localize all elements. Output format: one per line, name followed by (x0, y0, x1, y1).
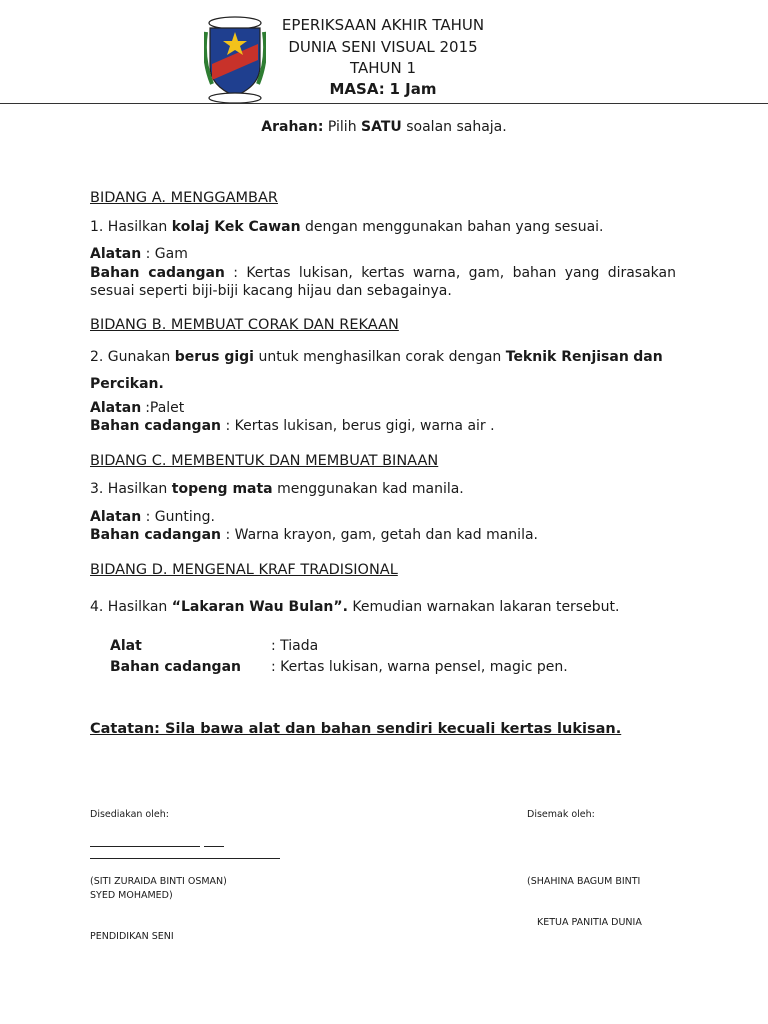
masa-label: MASA: (329, 80, 385, 98)
section-c-alatan (90, 508, 215, 526)
b-bahan-value: : Kertas lukisan, berus gigi, warna air . (225, 418, 495, 434)
checked-name-line1: (SHAHINA BAGUM BINTI (527, 876, 641, 887)
prepared-name-line2: SYED MOHAMED) (90, 890, 173, 901)
c-alatan-label: Alatan (90, 509, 142, 525)
masa-value: 1 Jam (389, 80, 437, 98)
section-d-question (90, 598, 619, 616)
prepared-name-line1: (SITI ZURAIDA BINTI OSMAN) (90, 876, 227, 887)
section-c-title: BIDANG C. MEMBENTUK DAN MEMBUAT BINAAN (90, 453, 439, 469)
q4-bold: “Lakaran Wau Bulan”. (171, 599, 348, 615)
section-c-bahan (90, 526, 538, 544)
d-bahan-label: Bahan cadangan (110, 659, 241, 675)
d-alat-label: Alat (110, 638, 142, 654)
d-bahan-value: : Kertas lukisan, warna pensel, magic pen. (271, 659, 568, 675)
q1-pre: 1. Hasilkan (90, 219, 168, 235)
q4-post: Kemudian warnakan lakaran tersebut. (352, 599, 620, 615)
section-b-question (90, 344, 690, 398)
checked-title: KETUA PANITIA DUNIA (537, 917, 642, 928)
header-line2: DUNIA SENI VISUAL 2015 (288, 38, 478, 56)
a-alatan-label: Alatan (90, 246, 142, 262)
q2-bold1: berus gigi (174, 349, 254, 365)
signature-line-1b (204, 846, 224, 847)
b-alatan-value: :Palet (145, 400, 185, 416)
instruction-text-b: soalan sahaja. (406, 119, 507, 135)
header-line1: EPERIKSAAN AKHIR TAHUN (281, 16, 485, 34)
signature-line-1a (90, 846, 200, 847)
section-a-alatan (90, 245, 676, 263)
c-alatan-value: : Gunting. (145, 509, 215, 525)
checked-title-line2: PENDIDIKAN SENI (90, 931, 174, 942)
note: Catatan: Sila bawa alat dan bahan sendiri kecuali kertas lukisan. (90, 721, 622, 737)
section-b-bahan (90, 417, 495, 435)
section-a-title: BIDANG A. MENGGAMBAR (90, 190, 278, 206)
d-alat-value: : Tiada (271, 638, 319, 654)
a-bahan-label: Bahan cadangan (90, 265, 225, 281)
q3-pre: 3. Hasilkan (90, 481, 168, 497)
b-bahan-label: Bahan cadangan (90, 418, 221, 434)
q1-post: dengan menggunakan bahan yang sesuai. (305, 219, 604, 235)
header-line3: TAHUN 1 (349, 59, 417, 77)
q2-pre: 2. Gunakan (90, 349, 171, 365)
instruction-label: Arahan: (261, 119, 324, 135)
section-d-alat-label (110, 637, 142, 655)
q2-mid: untuk menghasilkan corak dengan (258, 349, 502, 365)
header-divider (0, 103, 768, 104)
c-bahan-label: Bahan cadangan (90, 527, 221, 543)
c-bahan-value: : Warna krayon, gam, getah dan kad manila. (225, 527, 538, 543)
q2-bold2: Teknik Renjisan (505, 349, 629, 365)
a-alatan-value: : Gam (145, 246, 188, 262)
checked-by-label: Disemak oleh: (527, 809, 595, 820)
q3-bold: topeng mata (171, 481, 273, 497)
b-alatan-label: Alatan (90, 400, 142, 416)
a-bahan-value: : Kertas lukisan, kertas warna, gam, bahan yang dirasakan sesuai seperti biji-biji kacang hijau dan sebagainya. (90, 265, 676, 299)
section-b-alatan (90, 399, 184, 417)
prepared-by-label: Disediakan oleh: (90, 809, 169, 820)
q2-bold3: dan Percikan. (90, 349, 663, 392)
section-a-question (90, 218, 680, 236)
section-a-bahan (90, 264, 676, 300)
instruction-bold: SATU (361, 119, 402, 135)
header-line4 (253, 79, 513, 100)
section-c-question (90, 480, 464, 498)
instruction (0, 118, 768, 136)
instruction-text-a: Pilih (327, 119, 357, 135)
section-b-title: BIDANG B. MEMBUAT CORAK DAN REKAAN (90, 317, 399, 333)
section-d-bahan-label (110, 658, 241, 676)
section-d-title: BIDANG D. MENGENAL KRAF TRADISIONAL (90, 562, 398, 578)
signature-line-2 (90, 858, 280, 859)
q3-post: menggunakan kad manila. (277, 481, 464, 497)
q4-pre: 4. Hasilkan (90, 599, 168, 615)
q1-bold: kolaj Kek Cawan (171, 219, 301, 235)
